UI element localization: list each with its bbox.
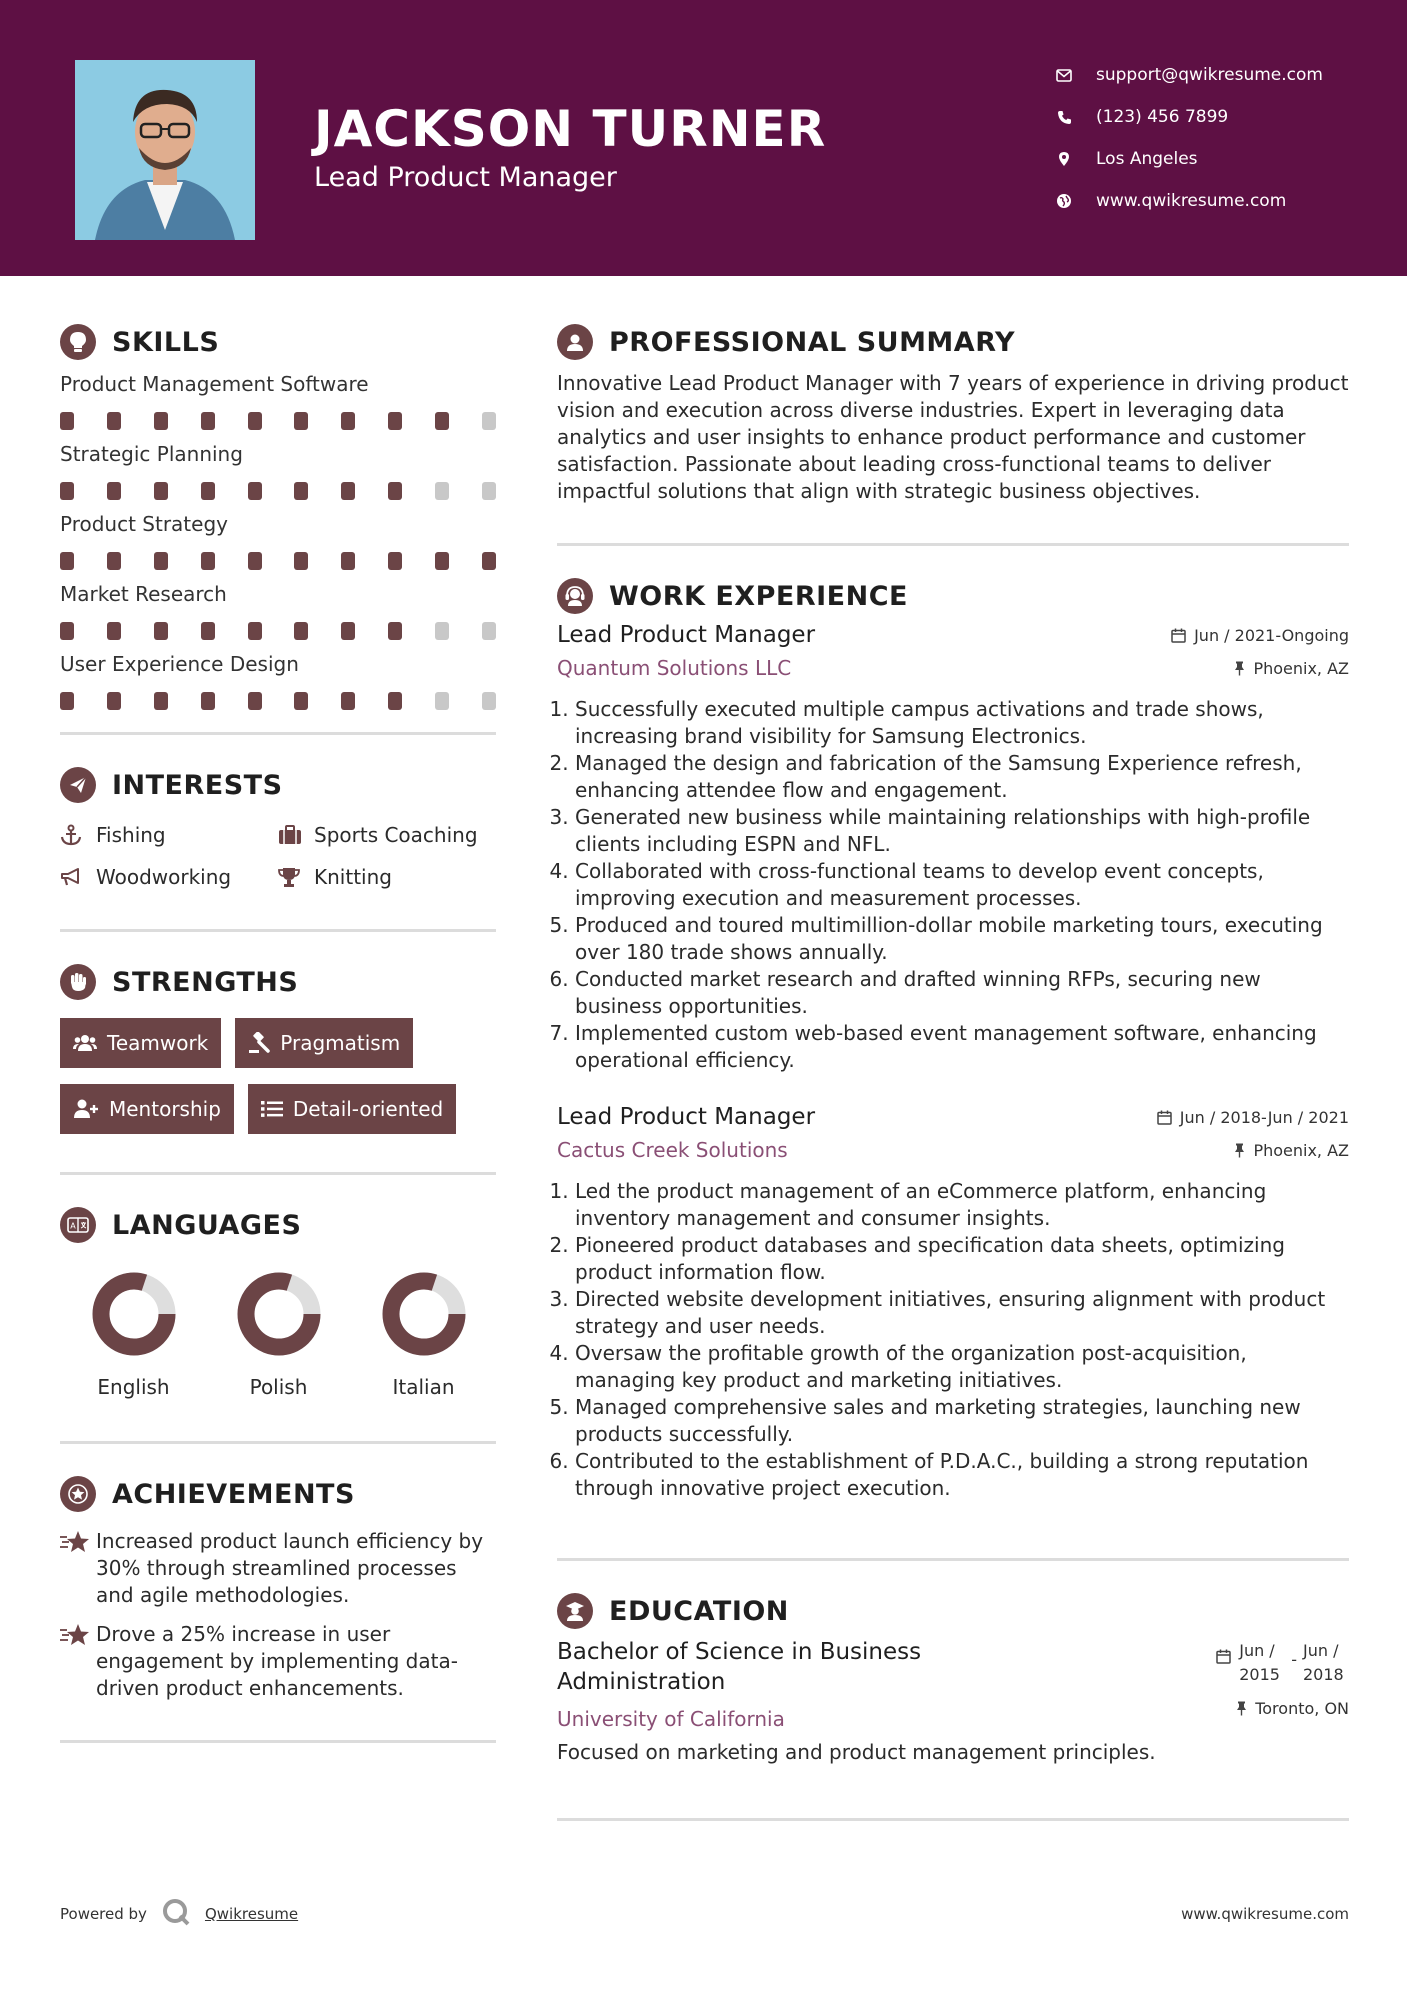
profile-photo	[75, 60, 255, 240]
strength-tag	[60, 1084, 234, 1134]
language-name: English	[97, 1375, 170, 1399]
skill-dot-filled	[107, 622, 121, 640]
skill-dot-filled	[435, 412, 449, 430]
strength-label: Detail-oriented	[292, 1097, 444, 1121]
achievement-item	[60, 1528, 496, 1609]
lightbulb-icon	[60, 324, 96, 360]
education-entry	[557, 1637, 1349, 1731]
skill-dot-filled	[107, 412, 121, 430]
powered-by-text: Powered by	[60, 1905, 147, 1923]
candidate-role: Lead Product Manager	[314, 162, 617, 193]
contact-info	[1055, 54, 1323, 222]
education-dates	[1216, 1639, 1349, 1687]
language-donut	[381, 1271, 467, 1357]
job-bullet: 1. Led the product management of an eCommerce platform, enhancing inventory management and consumer insights.	[575, 1178, 1349, 1232]
languages-list	[60, 1271, 496, 1399]
skill-rating	[60, 692, 496, 710]
summary-title: PROFESSIONAL SUMMARY	[609, 326, 1016, 358]
skill-dot-filled	[60, 482, 74, 500]
education-heading	[557, 1591, 1349, 1631]
language-name: Polish	[249, 1375, 308, 1399]
trophy-icon	[278, 866, 302, 888]
skill-name: Strategic Planning	[60, 442, 243, 466]
skill-dot-filled	[248, 412, 262, 430]
calendar-icon	[1157, 1110, 1172, 1125]
left-column	[60, 322, 496, 1743]
achievements-list	[60, 1528, 496, 1702]
skill-dot-filled	[294, 552, 308, 570]
skill-dot-filled	[248, 692, 262, 710]
job-bullets	[557, 1178, 1349, 1502]
skill-dot-filled	[294, 622, 308, 640]
section-divider	[60, 929, 496, 932]
user-icon	[557, 324, 593, 360]
job-bullet: 2. Managed the design and fabrication of the Samsung Experience refresh, enhancing attendee flow and engagement.	[575, 750, 1349, 804]
skill-dot-filled	[107, 692, 121, 710]
megaphone-icon	[60, 867, 84, 887]
pushpin-icon	[1234, 1143, 1245, 1158]
date-separator: -	[1291, 1650, 1297, 1669]
skill-dot-filled	[201, 412, 215, 430]
language-donut	[236, 1271, 322, 1357]
education-end: Jun / 2018	[1303, 1641, 1344, 1684]
summary-heading	[557, 322, 1349, 362]
strength-label: Pragmatism	[280, 1031, 401, 1055]
job-entry	[557, 1104, 1349, 1502]
skill-dot-filled	[294, 692, 308, 710]
job-bullet: 4. Collaborated with cross-functional teams to develop event concepts, improving execution and measurement processes.	[575, 858, 1349, 912]
job-bullet: 2. Pioneered product databases and specification data sheets, optimizing product information flow.	[575, 1232, 1349, 1286]
education-degree: Bachelor of Science in Business Administration	[557, 1639, 922, 1695]
languages-heading	[60, 1205, 496, 1245]
calendar-icon	[1171, 628, 1186, 643]
job-bullet: 6. Conducted market research and drafted winning RFPs, securing new business opportunities.	[575, 966, 1349, 1020]
skill-dot-filled	[435, 552, 449, 570]
skills-list	[60, 372, 496, 710]
interests-title: INTERESTS	[112, 769, 283, 801]
skill-dot-filled	[107, 552, 121, 570]
job-location-text: Phoenix, AZ	[1253, 1141, 1349, 1160]
skill-dot-filled	[388, 622, 402, 640]
job-bullet: 5. Managed comprehensive sales and marketing strategies, launching new products successfully.	[575, 1394, 1349, 1448]
star-icon	[60, 1528, 96, 1609]
skill-dot-filled	[154, 622, 168, 640]
job-bullet: 3. Generated new business while maintaining relationships with high-profile clients including ESPN and NFL.	[575, 804, 1349, 858]
job-location	[1171, 659, 1349, 678]
skill-dot-filled	[201, 692, 215, 710]
job-bullets	[557, 696, 1349, 1074]
skill-dot-filled	[341, 622, 355, 640]
job-title: Lead Product Manager	[557, 622, 816, 648]
skill-dot-filled	[248, 622, 262, 640]
achievement-item	[60, 1621, 496, 1702]
skill-name: Market Research	[60, 582, 227, 606]
users-icon	[73, 1034, 97, 1052]
interest-item	[278, 865, 496, 889]
svg-text:A: A	[70, 1221, 76, 1231]
contact-email-text: support@qwikresume.com	[1096, 65, 1323, 85]
skill-dot-filled	[341, 482, 355, 500]
job-bullet: 7. Implemented custom web-based event management software, enhancing operational efficiency.	[575, 1020, 1349, 1074]
strengths-list	[60, 1018, 496, 1134]
skill-dot-filled	[107, 482, 121, 500]
interest-label: Knitting	[314, 865, 392, 889]
contact-phone[interactable]	[1055, 96, 1323, 138]
section-divider	[557, 1558, 1349, 1561]
contact-location-text: Los Angeles	[1096, 149, 1198, 169]
section-divider	[60, 1740, 496, 1743]
skill-dot-filled	[294, 482, 308, 500]
job-bullet: 1. Successfully executed multiple campus activations and trade shows, increasing brand visibility for Samsung Electronics.	[575, 696, 1349, 750]
skill-dot-empty	[482, 622, 496, 640]
list-icon	[261, 1100, 283, 1118]
strength-tag	[60, 1018, 221, 1068]
education-location	[1216, 1699, 1349, 1718]
skills-heading	[60, 322, 496, 362]
job-dates	[1171, 626, 1349, 645]
skill-dot-filled	[341, 552, 355, 570]
pushpin-icon	[1236, 1701, 1247, 1716]
skill-dot-filled	[341, 692, 355, 710]
right-column	[557, 322, 1349, 1821]
job-bullet: 3. Directed website development initiatives, ensuring alignment with product strategy and user needs.	[575, 1286, 1349, 1340]
language-name: Italian	[392, 1375, 455, 1399]
skill-dot-filled	[154, 482, 168, 500]
interests-list	[60, 823, 496, 889]
job-dates-text: Jun / 2018-Jun / 2021	[1179, 1108, 1349, 1127]
skill-dot-filled	[60, 552, 74, 570]
strengths-heading	[60, 962, 496, 1002]
section-divider	[557, 543, 1349, 546]
education-start: Jun / 2015	[1239, 1641, 1280, 1684]
contact-phone-text: (123) 456 7899	[1096, 107, 1229, 127]
skill-dot-filled	[388, 412, 402, 430]
gavel-icon	[248, 1032, 270, 1054]
skill-dot-filled	[201, 482, 215, 500]
section-divider	[60, 1172, 496, 1175]
education-location-text: Toronto, ON	[1255, 1699, 1349, 1718]
skill-name: User Experience Design	[60, 652, 299, 676]
strength-label: Mentorship	[109, 1097, 221, 1121]
skill-dot-filled	[294, 412, 308, 430]
language-icon	[60, 1207, 96, 1243]
language-item	[61, 1271, 206, 1399]
phone-icon	[1055, 108, 1073, 126]
skill-rating	[60, 482, 496, 500]
anchor-icon	[60, 824, 84, 846]
interests-heading	[60, 765, 496, 805]
job-dates	[1157, 1108, 1349, 1127]
interest-item	[60, 865, 278, 889]
interest-item	[60, 823, 278, 847]
skill-dot-filled	[154, 692, 168, 710]
star-badge-icon	[60, 1476, 96, 1512]
contact-location	[1055, 138, 1323, 180]
job-location-text: Phoenix, AZ	[1253, 659, 1349, 678]
skill-dot-filled	[248, 482, 262, 500]
interest-label: Woodworking	[96, 865, 232, 889]
education-title: EDUCATION	[609, 1595, 789, 1627]
user-plus-icon	[73, 1099, 99, 1119]
skill-dot-empty	[482, 412, 496, 430]
skill-dot-filled	[154, 412, 168, 430]
strengths-title: STRENGTHS	[112, 966, 299, 998]
job-company: Quantum Solutions LLC	[557, 656, 792, 680]
skill-rating	[60, 622, 496, 640]
job-bullet: 6. Contributed to the establishment of P.D.A.C., building a strong reputation through innovative project execution.	[575, 1448, 1349, 1502]
pushpin-icon	[1234, 661, 1245, 676]
calendar-icon	[1216, 1649, 1231, 1664]
envelope-icon	[1055, 66, 1073, 84]
achievement-text: Increased product launch efficiency by 30% through streamlined processes and agile methodologies.	[96, 1529, 484, 1607]
skill-dot-filled	[341, 412, 355, 430]
skill-rating	[60, 552, 496, 570]
skill-dot-empty	[482, 482, 496, 500]
skill-dot-empty	[435, 482, 449, 500]
job-company: Cactus Creek Solutions	[557, 1138, 788, 1162]
achievement-text: Drove a 25% increase in user engagement by implementing data-driven product enhancements.	[96, 1622, 458, 1700]
headset-icon	[557, 578, 593, 614]
section-divider	[60, 1441, 496, 1444]
skill-dot-filled	[248, 552, 262, 570]
skill-dot-filled	[482, 552, 496, 570]
experience-heading	[557, 576, 1349, 616]
job-dates-text: Jun / 2021-Ongoing	[1194, 626, 1349, 645]
qwikresume-logo-icon	[161, 1897, 191, 1931]
contact-email[interactable]	[1055, 54, 1323, 96]
briefcase-icon	[278, 825, 302, 845]
language-donut	[91, 1271, 177, 1357]
footer-website[interactable]: www.qwikresume.com	[1181, 1905, 1349, 1923]
candidate-name: JACKSON TURNER	[314, 100, 827, 158]
interest-label: Sports Coaching	[314, 823, 478, 847]
skill-dot-filled	[201, 622, 215, 640]
skill-dot-filled	[60, 412, 74, 430]
map-pin-icon	[1055, 150, 1073, 168]
skill-dot-filled	[388, 552, 402, 570]
skill-dot-empty	[482, 692, 496, 710]
job-bullet: 5. Produced and toured multimillion-dollar mobile marketing tours, executing over 180 trade shows annually.	[575, 912, 1349, 966]
skill-rating	[60, 412, 496, 430]
language-item	[206, 1271, 351, 1399]
skill-dot-empty	[435, 692, 449, 710]
strength-tag	[248, 1084, 456, 1134]
skill-dot-filled	[201, 552, 215, 570]
education-school: University of California	[557, 1707, 785, 1731]
section-divider	[557, 1818, 1349, 1821]
skill-name: Product Management Software	[60, 372, 369, 396]
job-entry	[557, 622, 1349, 1074]
skills-title: SKILLS	[112, 326, 220, 358]
interest-item	[278, 823, 496, 847]
skill-dot-empty	[435, 622, 449, 640]
star-icon	[60, 1621, 96, 1702]
languages-title: LANGUAGES	[112, 1209, 302, 1241]
job-bullet: 4. Oversaw the profitable growth of the organization post-acquisition, managing key product and marketing initiatives.	[575, 1340, 1349, 1394]
resume-header	[0, 0, 1407, 276]
graduate-icon	[557, 1593, 593, 1629]
globe-icon	[1055, 192, 1073, 210]
achievements-title: ACHIEVEMENTS	[112, 1478, 355, 1510]
education-description: Focused on marketing and product management principles.	[557, 1740, 1156, 1764]
skill-dot-filled	[60, 622, 74, 640]
achievements-heading	[60, 1474, 496, 1514]
footer-powered-by	[60, 1897, 298, 1931]
experience-title: WORK EXPERIENCE	[609, 580, 908, 612]
strength-label: Teamwork	[107, 1031, 209, 1055]
skill-dot-filled	[60, 692, 74, 710]
job-location	[1157, 1141, 1349, 1160]
skill-dot-filled	[388, 692, 402, 710]
skill-dot-filled	[388, 482, 402, 500]
language-item	[351, 1271, 496, 1399]
contact-website-text: www.qwikresume.com	[1096, 191, 1287, 211]
qwikresume-link[interactable]: Qwikresume	[204, 1905, 299, 1923]
fist-icon	[60, 964, 96, 1000]
summary-text: Innovative Lead Product Manager with 7 years of experience in driving product vision and execution across diverse industries. Expert in leveraging data analytics and user insights to enhance product performance and customer satisfaction. Passionate about leading cross-functional teams to deliver impactful solutions that align with strategic business objectives.	[557, 371, 1349, 503]
section-divider	[60, 732, 496, 735]
interest-label: Fishing	[96, 823, 166, 847]
skill-name: Product Strategy	[60, 512, 228, 536]
strength-tag	[235, 1018, 413, 1068]
job-title: Lead Product Manager	[557, 1104, 816, 1130]
contact-website[interactable]	[1055, 180, 1323, 222]
paper-plane-icon	[60, 767, 96, 803]
skill-dot-filled	[154, 552, 168, 570]
